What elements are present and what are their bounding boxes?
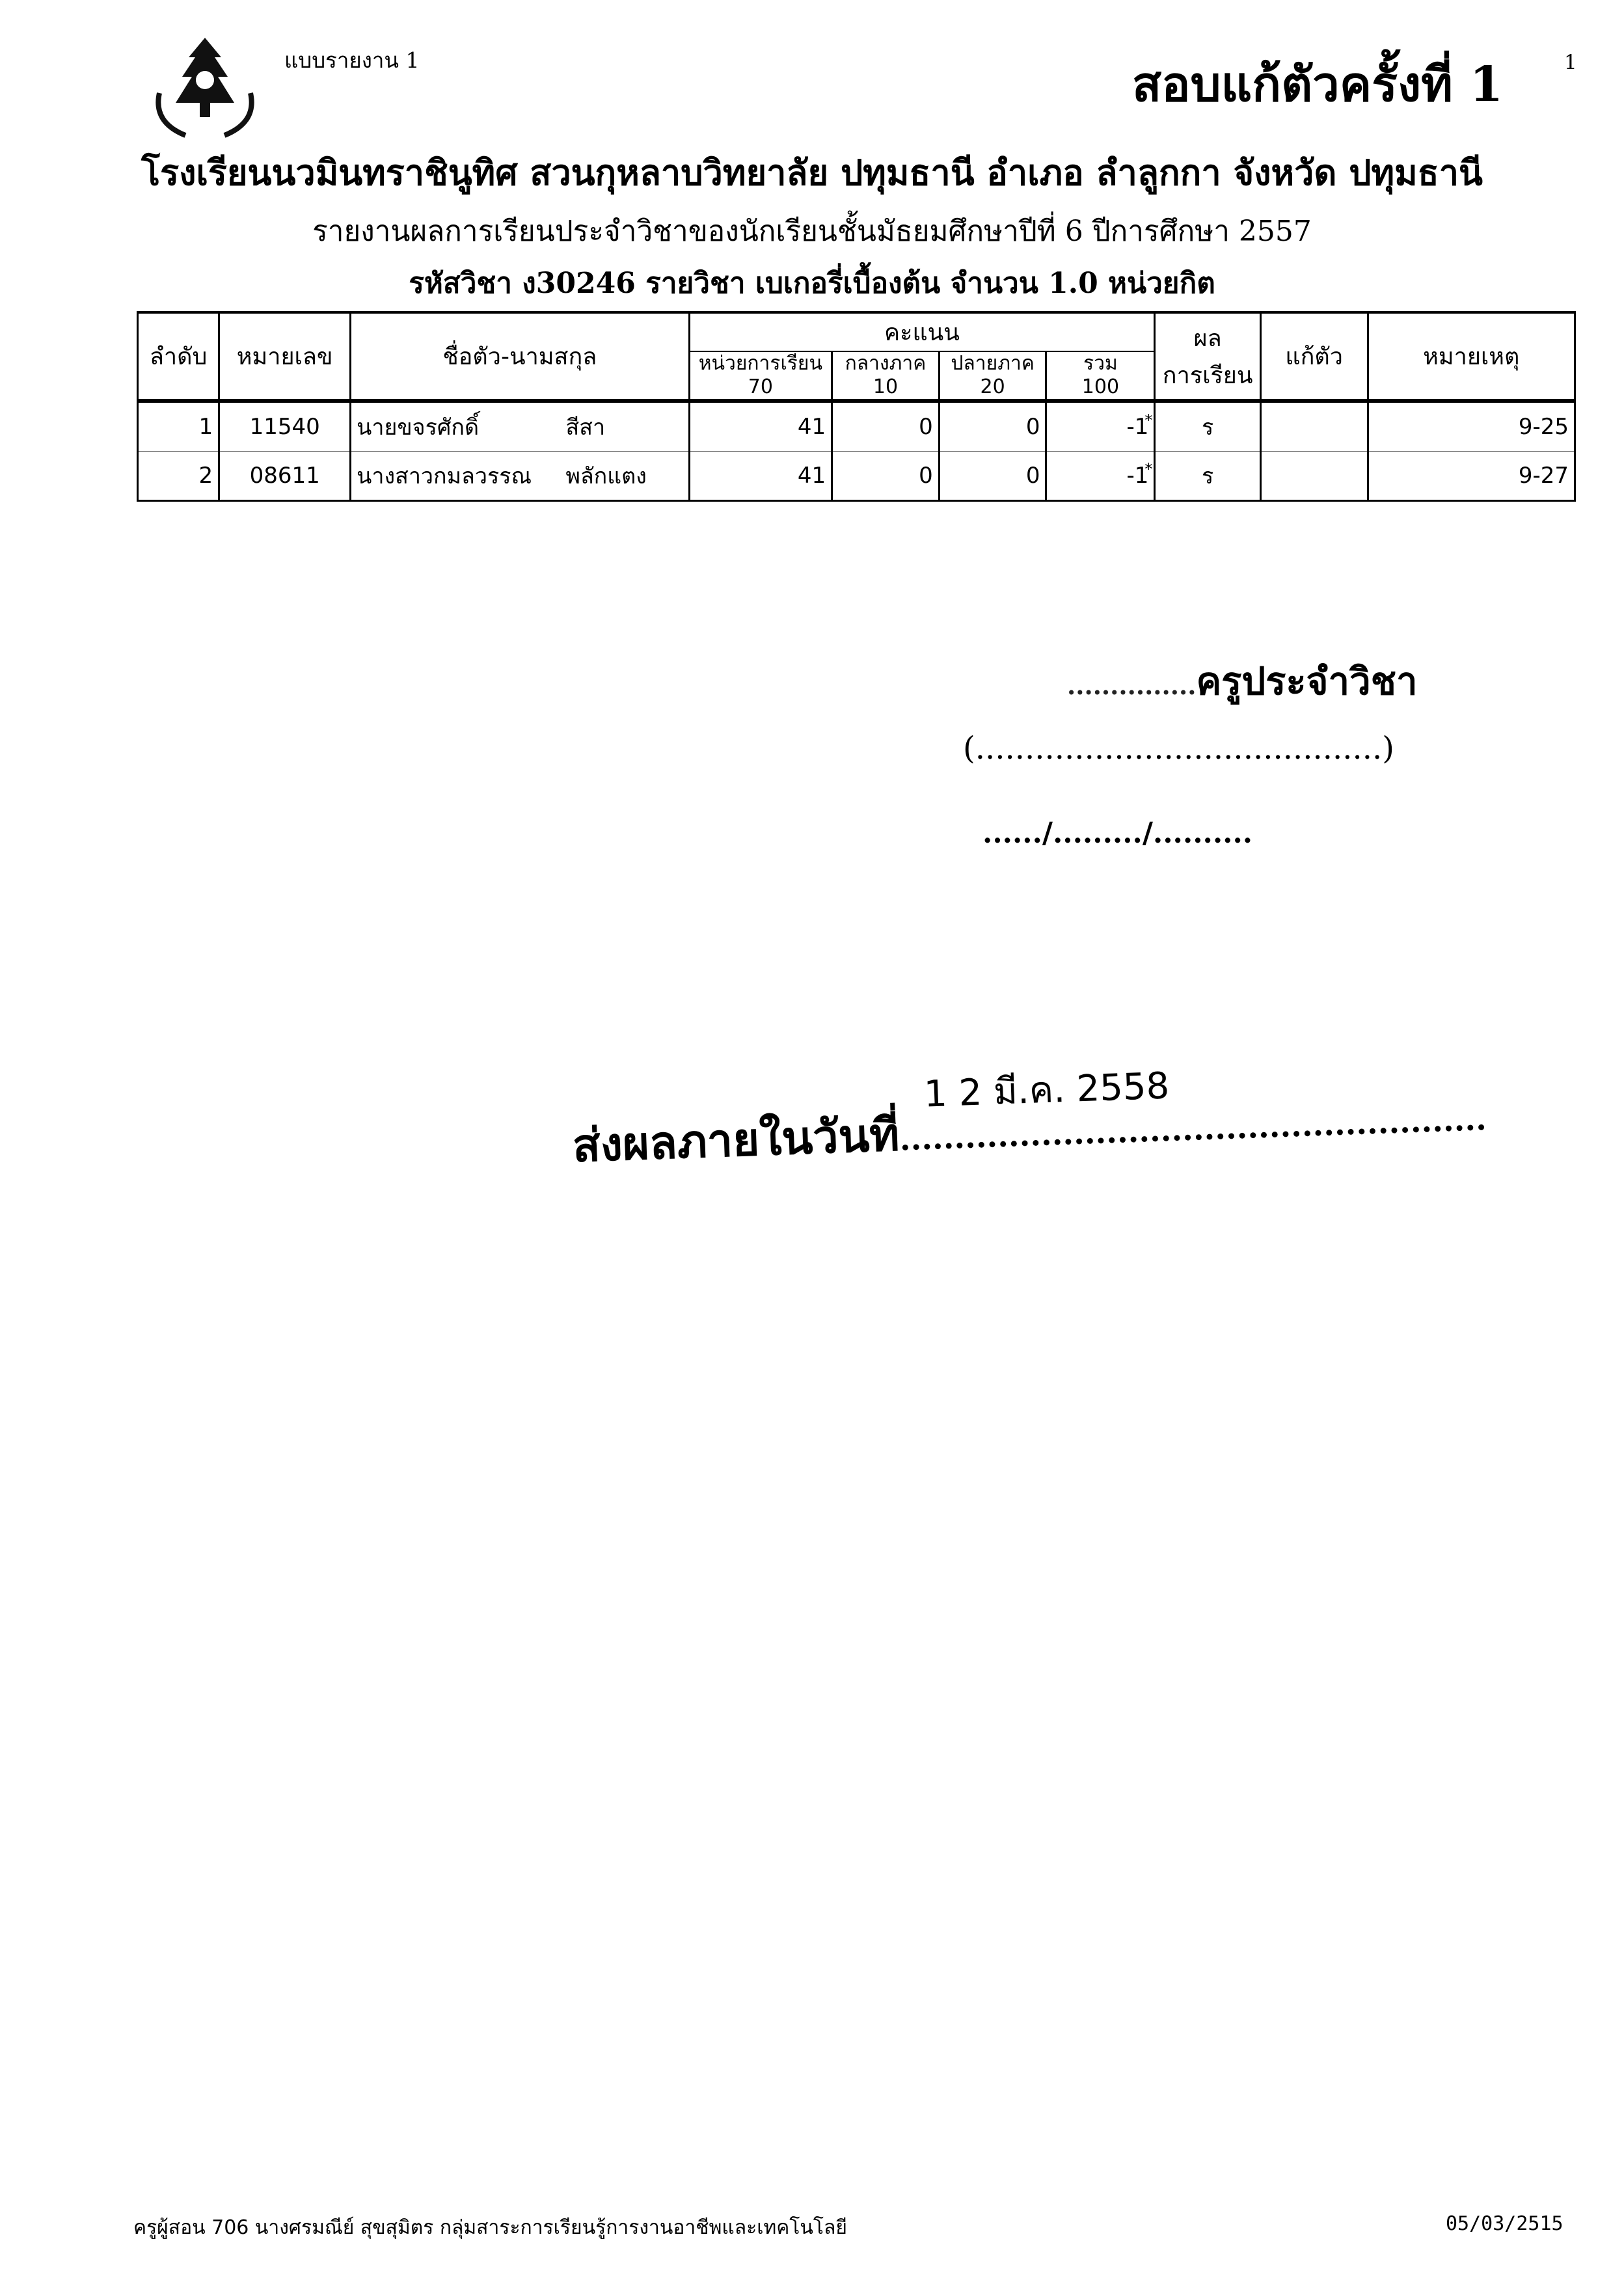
row-order: 2 (138, 452, 219, 501)
row-result: ร (1155, 401, 1260, 452)
table-row (138, 452, 1575, 501)
row-final-score: 0 (939, 452, 1046, 501)
school-line: โรงเรียนนวมินทราชินูทิศ สวนกุหลาบวิทยาลัย ปทุมธานี อำเภอ ลำลูกกา จังหวัด ปทุมธานี (141, 152, 1483, 193)
header-order: ลำดับ (138, 312, 219, 401)
row-result: ร (1155, 452, 1260, 501)
header-total (1046, 351, 1155, 401)
row-total-score: -1 * (1126, 414, 1148, 440)
row-midterm-score: 0 (832, 452, 940, 501)
teacher-signature-line (1067, 651, 1418, 711)
header-midterm-max: 10 (873, 375, 899, 398)
row-last-name: พลักแตง (560, 452, 689, 501)
school-emblem-icon (140, 31, 270, 142)
row-student-id: 11540 (219, 401, 351, 452)
header-result (1155, 312, 1260, 401)
row-unit-score: 41 (689, 452, 832, 501)
header-total-max: 100 (1081, 375, 1120, 398)
row-total-score: -1 * (1126, 463, 1148, 489)
row-retake (1260, 452, 1368, 501)
header-result-line2: การเรียน (1162, 362, 1253, 389)
signature-dots: ............... (1067, 671, 1197, 700)
header-retake: แก้ตัว (1260, 312, 1368, 401)
header-unit-label: หน่วยการเรียน (698, 352, 822, 375)
page-number: 1 (1564, 51, 1577, 74)
row-last-name: สีสา (560, 401, 689, 452)
header-note: หมายเหตุ (1368, 312, 1575, 401)
header-final (939, 351, 1046, 401)
teacher-label: ครูประจำวิชา (1196, 659, 1418, 703)
form-label: แบบรายงาน 1 (284, 48, 420, 73)
row-note: 9-27 (1368, 452, 1575, 501)
stamp-date: 1 2 มี.ค. 2558 (923, 1065, 1171, 1116)
header-total-label: รวม (1083, 352, 1118, 375)
table-row (138, 401, 1575, 452)
report-line: รายงานผลการเรียนประจำวิชาของนักเรียนชั้นมัธยมศึกษาปีที่ 6 ปีการศึกษา 2557 (312, 215, 1312, 248)
footer-print-date: 05/03/2515 (1446, 2212, 1563, 2235)
grades-table (137, 311, 1576, 502)
row-order: 1 (138, 401, 219, 452)
header-midterm-label: กลางภาค (845, 352, 927, 375)
header-final-label: ปลายภาค (951, 352, 1035, 375)
row-midterm-score: 0 (832, 401, 940, 452)
subject-line: รหัสวิชา ง30246 รายวิชา เบเกอรี่เบื้องต้น จำนวน 1.0 หน่วยกิต (409, 267, 1215, 300)
submission-label: ส่งผลภายในวันที่ (571, 1107, 900, 1173)
header-midterm (832, 351, 940, 401)
header-result-line1: ผล (1193, 325, 1222, 352)
submission-dots: ...................................................... (899, 1100, 1487, 1158)
submission-line (571, 1078, 1487, 1182)
row-final-score: 0 (939, 401, 1046, 452)
header-unit-max: 70 (748, 375, 773, 398)
header-name: ชื่อตัว-นามสกุล (351, 312, 689, 401)
header-student-id: หมายเลข (219, 312, 351, 401)
row-student-id: 08611 (219, 452, 351, 501)
row-unit-score: 41 (689, 401, 832, 452)
row-note: 9-25 (1368, 401, 1575, 452)
row-first-name: นายขจรศักดิ์ (351, 401, 561, 452)
signature-date-line: ....../........./.......... (982, 817, 1253, 850)
header-scores: คะแนน (689, 312, 1155, 351)
header-final-max: 20 (980, 375, 1005, 398)
exam-title: สอบแก้ตัวครั้งที่ 1 (1132, 57, 1504, 113)
signature-name-line: (.........................................) (963, 730, 1395, 767)
header-unit (689, 351, 832, 401)
row-retake (1260, 401, 1368, 452)
row-first-name: นางสาวกมลวรรณ (351, 452, 561, 501)
footer-teacher-info: ครูผู้สอน 706 นางศรมณีย์ สุขสุมิตร กลุ่มสาระการเรียนรู้การงานอาชีพและเทคโนโลยี (133, 2216, 847, 2239)
